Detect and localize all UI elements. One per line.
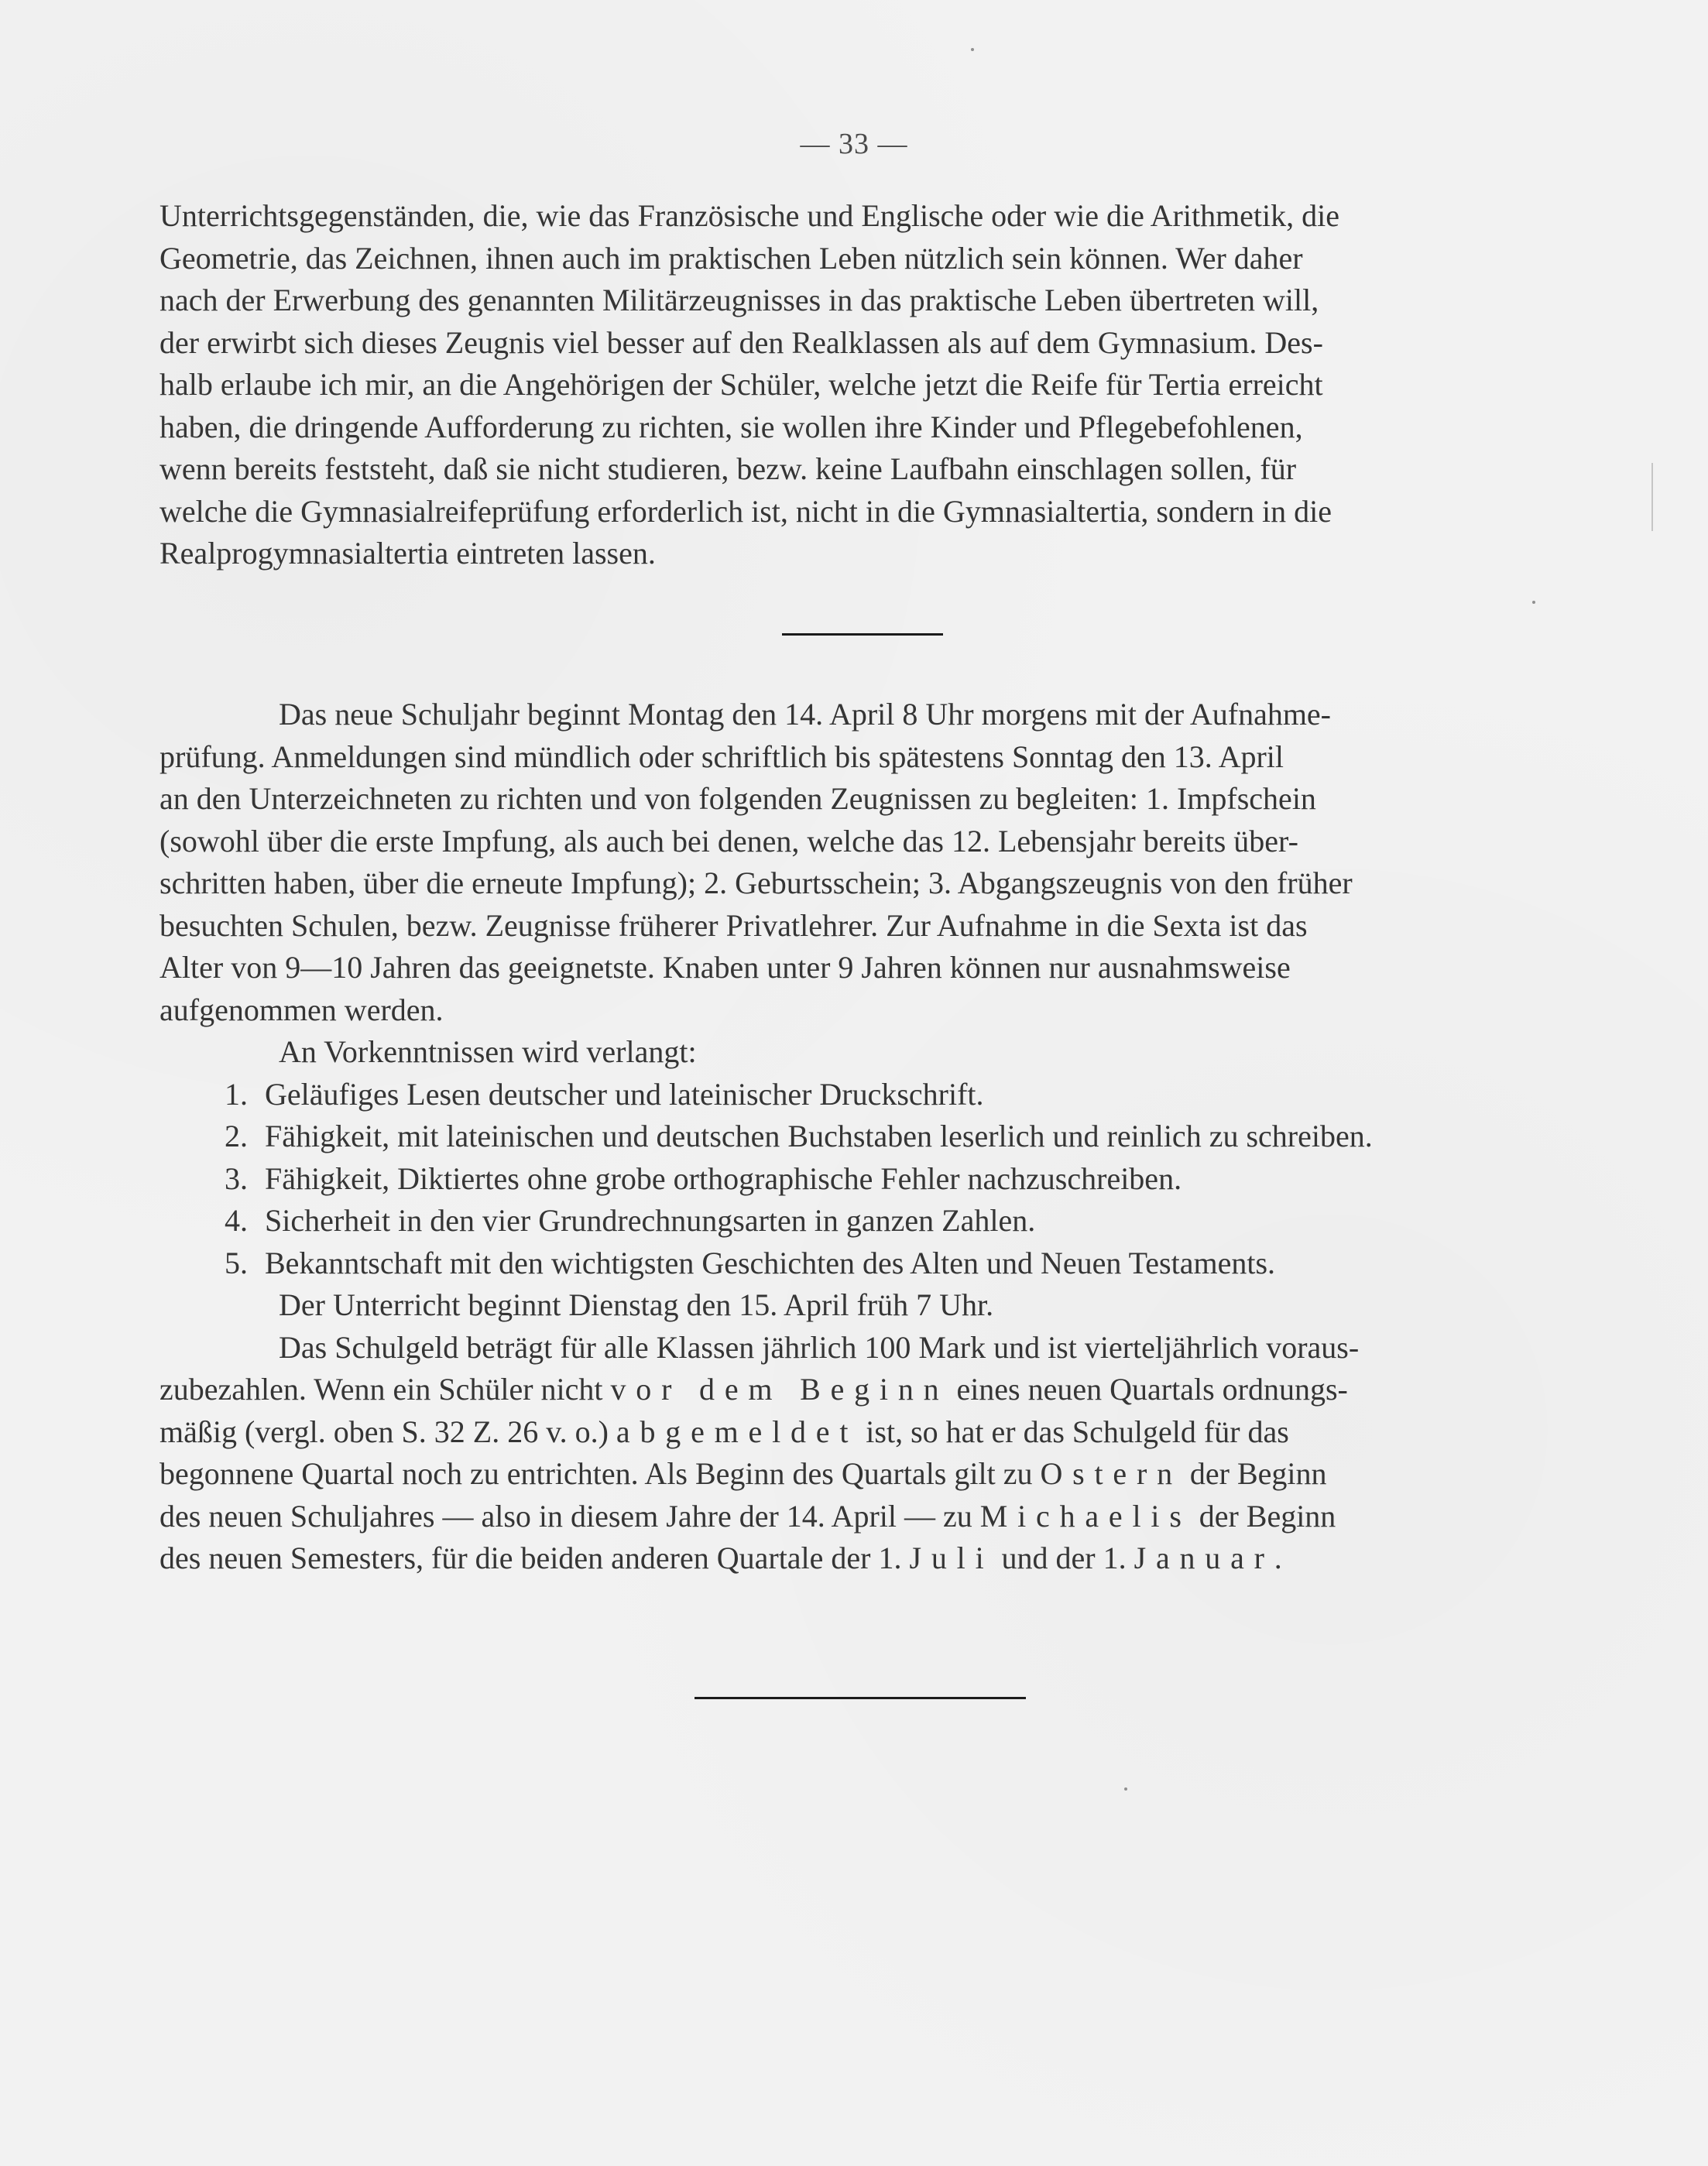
page-number: — 33 — — [800, 128, 908, 160]
requirements-list — [159, 1074, 1569, 1285]
requirement-number: 1. — [225, 1076, 248, 1112]
intro-line-9: Realprogymnasialtertia eintreten lassen. — [159, 536, 656, 571]
section-divider-long — [695, 1697, 1026, 1699]
scan-speck-top — [971, 48, 974, 51]
scan-speck-right — [1532, 601, 1535, 604]
requirement-text: Bekanntschaft mit den wichtigsten Geschichten des Alten und Neuen Testaments. — [265, 1245, 1276, 1280]
intro-line-4: der erwirbt sich dieses Zeugnis viel besser auf den Realklassen als auf dem Gymnasium. Des- — [159, 324, 1323, 360]
fee-line-6-emphasis-july: Juli — [909, 1541, 994, 1575]
intro-line-2: Geometrie, das Zeichnen, ihnen auch im praktischen Leben nützlich sein können. Wer daher — [159, 240, 1303, 276]
fee-line-4-suffix: der Beginn — [1182, 1456, 1327, 1491]
intro-line-7: wenn bereits feststeht, daß sie nicht studieren, bezw. keine Laufbahn einschlagen sollen, für — [159, 451, 1297, 486]
admission-line-6: besuchten Schulen, bezw. Zeugnisse früherer Privatlehrer. Zur Aufnahme in die Sexta ist das — [159, 907, 1308, 943]
scan-speck-lower — [1124, 1787, 1127, 1791]
fee-line-5-suffix: der Beginn — [1191, 1498, 1336, 1534]
lesson-start: Der Unterricht beginnt Dienstag den 15. April früh 7 Uhr. — [279, 1287, 994, 1322]
admission-line-2: prüfung. Anmeldungen sind mündlich oder schriftlich bis spätestens Sonntag den 13. April — [159, 739, 1284, 774]
admission-line-3: an den Unterzeichneten zu richten und von folgenden Zeugnissen zu begleiten: 1. Impfschein — [159, 781, 1316, 816]
fee-line-6-suffix: . — [1274, 1541, 1282, 1575]
requirement-text: Sicherheit in den vier Grundrechnungsarten in ganzen Zahlen. — [265, 1203, 1036, 1238]
fee-line-4-emphasis: Ostern — [1040, 1456, 1182, 1491]
fee-line-3-suffix: ist, so hat er das Schulgeld für das — [858, 1414, 1289, 1449]
requirement-item-4 — [159, 1200, 1569, 1242]
fee-line-6-prefix: des neuen Semesters, für die beiden anderen Quartale der 1. — [159, 1541, 910, 1575]
fee-line-6 — [159, 1537, 1569, 1580]
requirement-text: Fähigkeit, Diktiertes ohne grobe orthographische Fehler nachzuschreiben. — [265, 1160, 1182, 1196]
intro-line-3: nach der Erwerbung des genannten Militärzeugnisses in das praktische Leben übertreten will, — [159, 283, 1319, 317]
admission-line-1: Das neue Schuljahr beginnt Montag den 14. April 8 Uhr morgens mit der Aufnahme- — [279, 697, 1332, 732]
fee-line-4-prefix: begonnene Quartal noch zu entrichten. Als Beginn des Quartals gilt zu — [159, 1456, 1041, 1491]
fee-line-6-middle: und der 1. — [993, 1541, 1134, 1575]
fee-line-5-prefix: des neuen Schuljahres — also in diesem Jahre der 14. April — zu — [159, 1498, 980, 1534]
requirement-number: 4. — [225, 1203, 248, 1238]
fee-line-3-emphasis: abgemeldet — [616, 1414, 859, 1449]
intro-line-6: haben, die dringende Aufforderung zu richten, sie wollen ihre Kinder und Pflegebefohlenen, — [159, 409, 1303, 444]
school-year-announcement — [159, 694, 1569, 1580]
requirement-number: 3. — [225, 1160, 248, 1196]
fee-line-6-emphasis-january: Januar — [1134, 1541, 1274, 1575]
fee-line-2-emphasis: vor dem Beginn — [610, 1372, 949, 1407]
intro-line-8: welche die Gymnasialreifeprüfung erforderlich ist, nicht in die Gymnasialtertia, sondern in die — [159, 493, 1332, 529]
requirement-item-5 — [159, 1242, 1569, 1285]
section-divider-short — [782, 633, 943, 636]
fee-line-3 — [159, 1411, 1569, 1454]
admission-line-5: schritten haben, über die erneute Impfung); 2. Geburtsschein; 3. Abgangszeugnis von den früher — [159, 865, 1353, 900]
fee-line-5-emphasis: Michaelis — [979, 1498, 1192, 1534]
knowledge-intro: An Vorkenntnissen wird verlangt: — [279, 1034, 697, 1069]
fee-line-2-suffix: eines neuen Quartals ordnungs- — [948, 1372, 1348, 1407]
requirement-text: Geläufiges Lesen deutscher und lateinischer Druckschrift. — [265, 1076, 984, 1112]
intro-paragraph — [159, 195, 1569, 575]
fee-line-2 — [159, 1369, 1569, 1411]
admission-line-8: aufgenommen werden. — [159, 992, 444, 1027]
intro-line-5: halb erlaube ich mir, an die Angehörigen der Schüler, welche jetzt die Reife für Tertia erreicht — [159, 367, 1323, 402]
admission-line-7: Alter von 9—10 Jahren das geeignetste. Knaben unter 9 Jahren können nur ausnahmsweise — [159, 950, 1291, 985]
admission-line-4: (sowohl über die erste Impfung, als auch bei denen, welche das 12. Lebensjahr bereits über- — [159, 823, 1298, 859]
requirement-item-2 — [159, 1116, 1569, 1158]
requirement-text: Fähigkeit, mit lateinischen und deutschen Buchstaben leserlich und reinlich zu schreiben. — [265, 1119, 1373, 1153]
requirement-item-3 — [159, 1158, 1569, 1201]
margin-pencil-line — [1651, 463, 1653, 531]
requirement-number: 2. — [225, 1119, 248, 1153]
requirement-number: 5. — [225, 1245, 248, 1280]
fee-line-3-prefix: mäßig (vergl. oben S. 32 Z. 26 v. o.) — [159, 1414, 616, 1449]
intro-line-1: Unterrichtsgegenständen, die, wie das Französische und Englische oder wie die Arithmetik, die — [159, 198, 1340, 233]
fee-line-1: Das Schulgeld beträgt für alle Klassen jährlich 100 Mark und ist vierteljährlich voraus- — [279, 1329, 1360, 1365]
requirement-item-1 — [159, 1074, 1569, 1116]
fee-line-4 — [159, 1453, 1569, 1496]
fee-line-2-prefix: zubezahlen. Wenn ein Schüler nicht — [159, 1372, 611, 1407]
fee-line-5 — [159, 1496, 1569, 1538]
